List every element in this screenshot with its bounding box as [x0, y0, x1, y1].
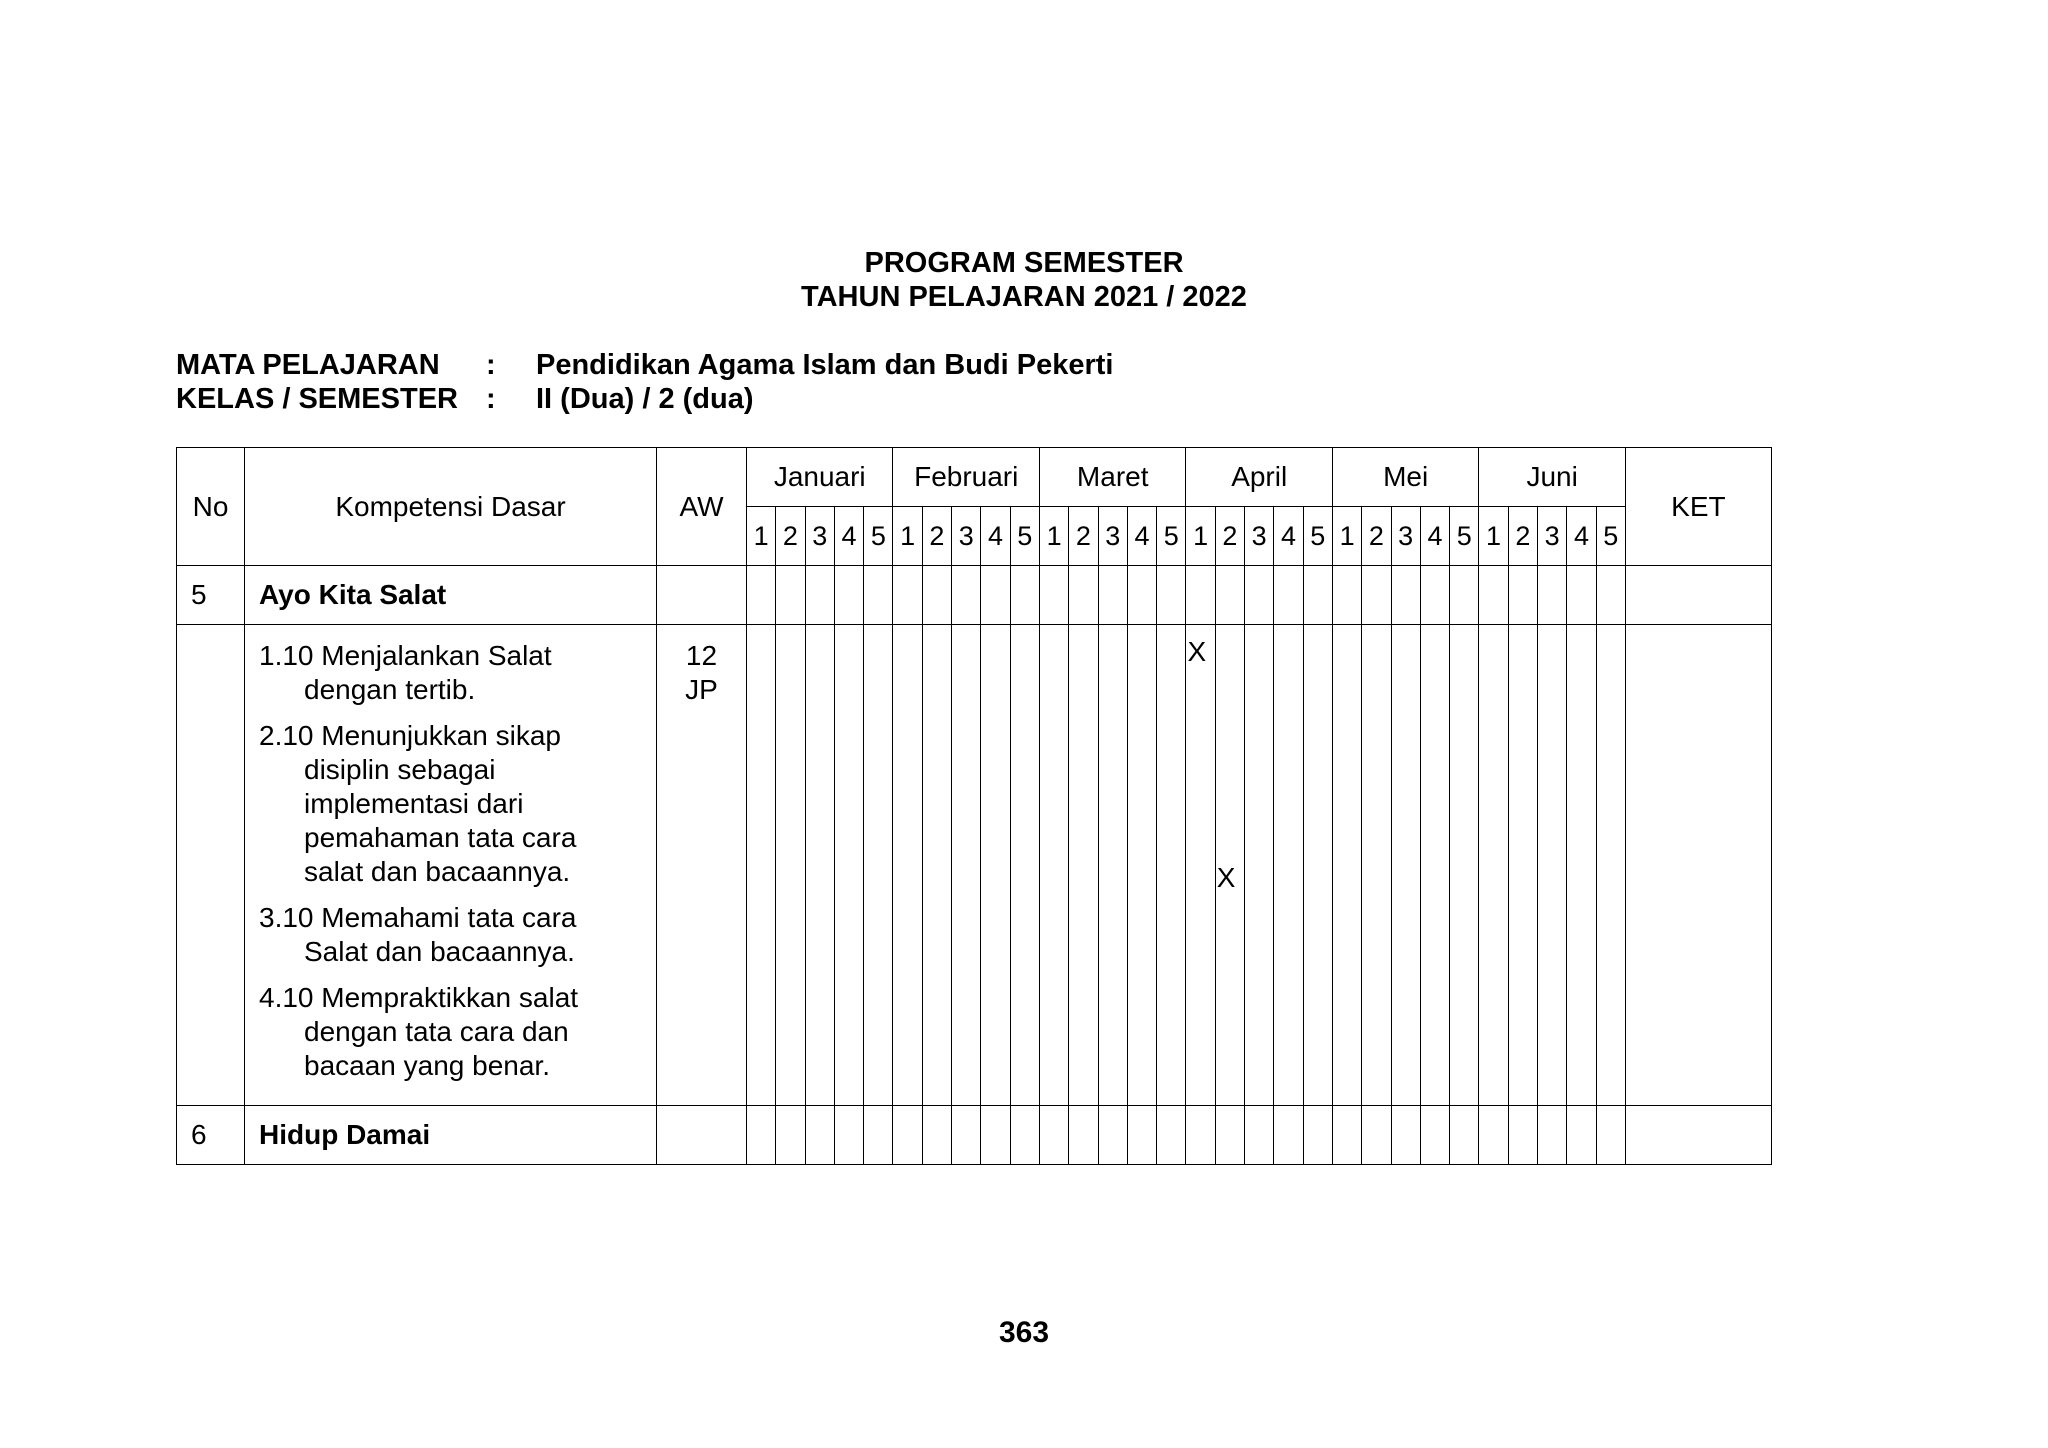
kd-number: 1.10 — [259, 640, 314, 671]
week-cell — [1538, 566, 1567, 625]
week-cell — [1215, 566, 1244, 625]
header-month: Februari — [893, 448, 1039, 507]
kd-text: Menjalankan Salat — [321, 640, 552, 671]
week-cell — [1391, 566, 1420, 625]
header-month: Januari — [747, 448, 893, 507]
header-week: 2 — [1215, 507, 1244, 566]
week-cell — [1508, 1106, 1537, 1165]
kd-item — [259, 719, 646, 889]
header-week: 5 — [1303, 507, 1332, 566]
kd-text-line: salat dan bacaannya. — [304, 856, 571, 887]
ket-cell — [1625, 566, 1771, 625]
week-cell — [1127, 625, 1156, 1106]
week-cell — [1039, 625, 1068, 1106]
ket-cell — [1625, 1106, 1771, 1165]
meta-class-value: II (Dua) / 2 (dua) — [536, 383, 754, 415]
week-cell — [1098, 625, 1127, 1106]
week-cell — [1567, 625, 1596, 1106]
week-cell — [776, 1106, 805, 1165]
week-cell — [1186, 566, 1215, 625]
week-cell — [1157, 625, 1186, 1106]
header-week: 3 — [952, 507, 981, 566]
week-cell — [981, 566, 1010, 625]
allocation-value: JP — [685, 674, 718, 705]
header-no: No — [177, 448, 245, 566]
week-cell — [1508, 625, 1537, 1106]
week-cell — [1508, 566, 1537, 625]
week-cell — [1303, 1106, 1332, 1165]
meta-subject-label: MATA PELAJARAN — [176, 349, 440, 381]
week-cell — [1596, 625, 1625, 1106]
header-month: Maret — [1039, 448, 1185, 507]
header-kompetensi-dasar: Kompetensi Dasar — [245, 448, 657, 566]
header-week: 2 — [1362, 507, 1391, 566]
week-cell — [952, 625, 981, 1106]
header-week: 1 — [1332, 507, 1361, 566]
week-cell — [1010, 625, 1039, 1106]
week-cell — [1479, 625, 1508, 1106]
schedule-mark: X — [1187, 636, 1207, 667]
program-semester-table — [176, 447, 1772, 1165]
week-cell — [1069, 566, 1098, 625]
kd-number: 3.10 — [259, 902, 314, 933]
page-number: 363 — [998, 1316, 1050, 1349]
header-week: 4 — [1274, 507, 1303, 566]
header-week: 3 — [805, 507, 834, 566]
week-cell — [1069, 625, 1098, 1106]
week-cell — [1362, 566, 1391, 625]
header-week: 2 — [922, 507, 951, 566]
header-week: 2 — [776, 507, 805, 566]
header-week: 4 — [834, 507, 863, 566]
week-cell — [1186, 1106, 1215, 1165]
week-cell — [1303, 566, 1332, 625]
week-cell — [1186, 625, 1215, 1106]
week-cell — [864, 1106, 893, 1165]
week-cell — [1245, 625, 1274, 1106]
header-week: 3 — [1245, 507, 1274, 566]
header-week: 1 — [1186, 507, 1215, 566]
week-cell — [1157, 1106, 1186, 1165]
week-cell — [1567, 566, 1596, 625]
kd-item — [259, 639, 646, 707]
meta-subject — [176, 348, 1113, 382]
week-cell — [1039, 1106, 1068, 1165]
kd-number: 2.10 — [259, 720, 314, 751]
week-cell — [1245, 1106, 1274, 1165]
header-week: 1 — [1479, 507, 1508, 566]
week-cell — [834, 1106, 863, 1165]
header-week: 5 — [1450, 507, 1479, 566]
week-cell — [1391, 1106, 1420, 1165]
row-chapter-title: Ayo Kita Salat — [245, 566, 657, 625]
week-cell — [864, 625, 893, 1106]
week-cell — [893, 1106, 922, 1165]
kd-text-line: pemahaman tata cara — [304, 822, 577, 853]
week-cell — [1303, 625, 1332, 1106]
document-subtitle: TAHUN PELAJARAN 2021 / 2022 — [801, 281, 1247, 313]
week-cell — [1450, 625, 1479, 1106]
kd-text: Memahami tata cara — [321, 902, 577, 933]
kd-text-line: bacaan yang benar. — [304, 1050, 550, 1081]
week-cell — [776, 566, 805, 625]
header-week: 3 — [1391, 507, 1420, 566]
header-week: 5 — [1010, 507, 1039, 566]
row-chapter-title: Hidup Damai — [245, 1106, 657, 1165]
week-cell — [1450, 566, 1479, 625]
ket-cell — [1625, 625, 1771, 1106]
week-cell — [1567, 1106, 1596, 1165]
week-cell — [747, 566, 776, 625]
week-cell — [1010, 566, 1039, 625]
week-cell — [1010, 1106, 1039, 1165]
week-cell — [1391, 625, 1420, 1106]
kd-text: Menunjukkan sikap — [321, 720, 561, 751]
allocation-value: 12 — [685, 640, 718, 671]
week-cell — [1069, 1106, 1098, 1165]
week-cell — [1332, 566, 1361, 625]
week-cell — [1274, 566, 1303, 625]
header-week: 1 — [747, 507, 776, 566]
header-week: 5 — [1596, 507, 1625, 566]
week-cell — [1420, 566, 1449, 625]
document-title: PROGRAM SEMESTER — [864, 247, 1184, 279]
allocation-cell — [657, 625, 747, 1106]
header-week: 5 — [1157, 507, 1186, 566]
week-cell — [1274, 1106, 1303, 1165]
header-week: 2 — [1508, 507, 1537, 566]
week-cell — [1362, 1106, 1391, 1165]
header-week: 1 — [1039, 507, 1068, 566]
header-aw: AW — [657, 448, 747, 566]
week-cell — [1420, 1106, 1449, 1165]
row-no: 5 — [177, 566, 245, 625]
header-week: 4 — [1567, 507, 1596, 566]
header-month: Juni — [1479, 448, 1625, 507]
week-cell — [981, 625, 1010, 1106]
kd-text-line: implementasi dari — [304, 788, 524, 819]
meta-subject-sep: : — [486, 349, 496, 381]
kd-text: Mempraktikkan salat — [321, 982, 579, 1013]
week-cell — [1538, 1106, 1567, 1165]
week-cell — [981, 1106, 1010, 1165]
header-month: Mei — [1332, 448, 1478, 507]
week-cell — [1332, 1106, 1361, 1165]
week-cell — [1450, 1106, 1479, 1165]
week-cell — [952, 1106, 981, 1165]
week-cell — [1157, 566, 1186, 625]
week-cell — [834, 566, 863, 625]
week-cell — [747, 1106, 776, 1165]
week-cell — [1420, 625, 1449, 1106]
meta-class-label: KELAS / SEMESTER — [176, 383, 458, 415]
kd-text-line: disiplin sebagai — [304, 754, 496, 785]
week-cell — [805, 566, 834, 625]
header-week: 3 — [1098, 507, 1127, 566]
week-cell — [952, 566, 981, 625]
header-ket: KET — [1625, 448, 1771, 566]
header-week: 2 — [1069, 507, 1098, 566]
row-no: 6 — [177, 1106, 245, 1165]
week-cell — [805, 1106, 834, 1165]
week-cell — [1596, 566, 1625, 625]
header-month: April — [1186, 448, 1332, 507]
kd-item — [259, 981, 646, 1083]
week-cell — [1479, 1106, 1508, 1165]
kd-text-line: dengan tertib. — [304, 674, 476, 705]
header-week: 4 — [981, 507, 1010, 566]
week-cell — [1215, 1106, 1244, 1165]
week-cell — [922, 625, 951, 1106]
week-cell — [834, 625, 863, 1106]
week-cell — [1039, 566, 1068, 625]
week-cell — [1332, 625, 1361, 1106]
week-cell — [805, 625, 834, 1106]
week-cell — [1098, 566, 1127, 625]
row-aw-cell — [657, 1106, 747, 1165]
header-week: 4 — [1420, 507, 1449, 566]
meta-class — [176, 382, 754, 416]
week-cell — [747, 625, 776, 1106]
header-week: 1 — [893, 507, 922, 566]
kd-item — [259, 901, 646, 969]
row-no — [177, 625, 245, 1106]
meta-subject-value: Pendidikan Agama Islam dan Budi Pekerti — [536, 349, 1114, 381]
week-cell — [1274, 625, 1303, 1106]
week-cell — [922, 566, 951, 625]
kd-list — [245, 625, 657, 1106]
header-week: 5 — [864, 507, 893, 566]
week-cell — [1127, 1106, 1156, 1165]
week-cell — [1479, 566, 1508, 625]
kd-text-line: dengan tata cara dan — [304, 1016, 569, 1047]
week-cell — [1596, 1106, 1625, 1165]
week-cell — [776, 625, 805, 1106]
week-cell — [1538, 625, 1567, 1106]
week-cell — [1245, 566, 1274, 625]
meta-class-sep: : — [486, 383, 496, 415]
schedule-mark: X — [1216, 862, 1236, 893]
week-cell — [1098, 1106, 1127, 1165]
header-week: 3 — [1538, 507, 1567, 566]
week-cell — [864, 566, 893, 625]
week-cell — [1127, 566, 1156, 625]
kd-text-line: Salat dan bacaannya. — [304, 936, 575, 967]
week-cell — [893, 625, 922, 1106]
kd-number: 4.10 — [259, 982, 314, 1013]
header-week: 4 — [1127, 507, 1156, 566]
week-cell — [922, 1106, 951, 1165]
week-cell — [1362, 625, 1391, 1106]
week-cell — [893, 566, 922, 625]
row-aw-cell — [657, 566, 747, 625]
